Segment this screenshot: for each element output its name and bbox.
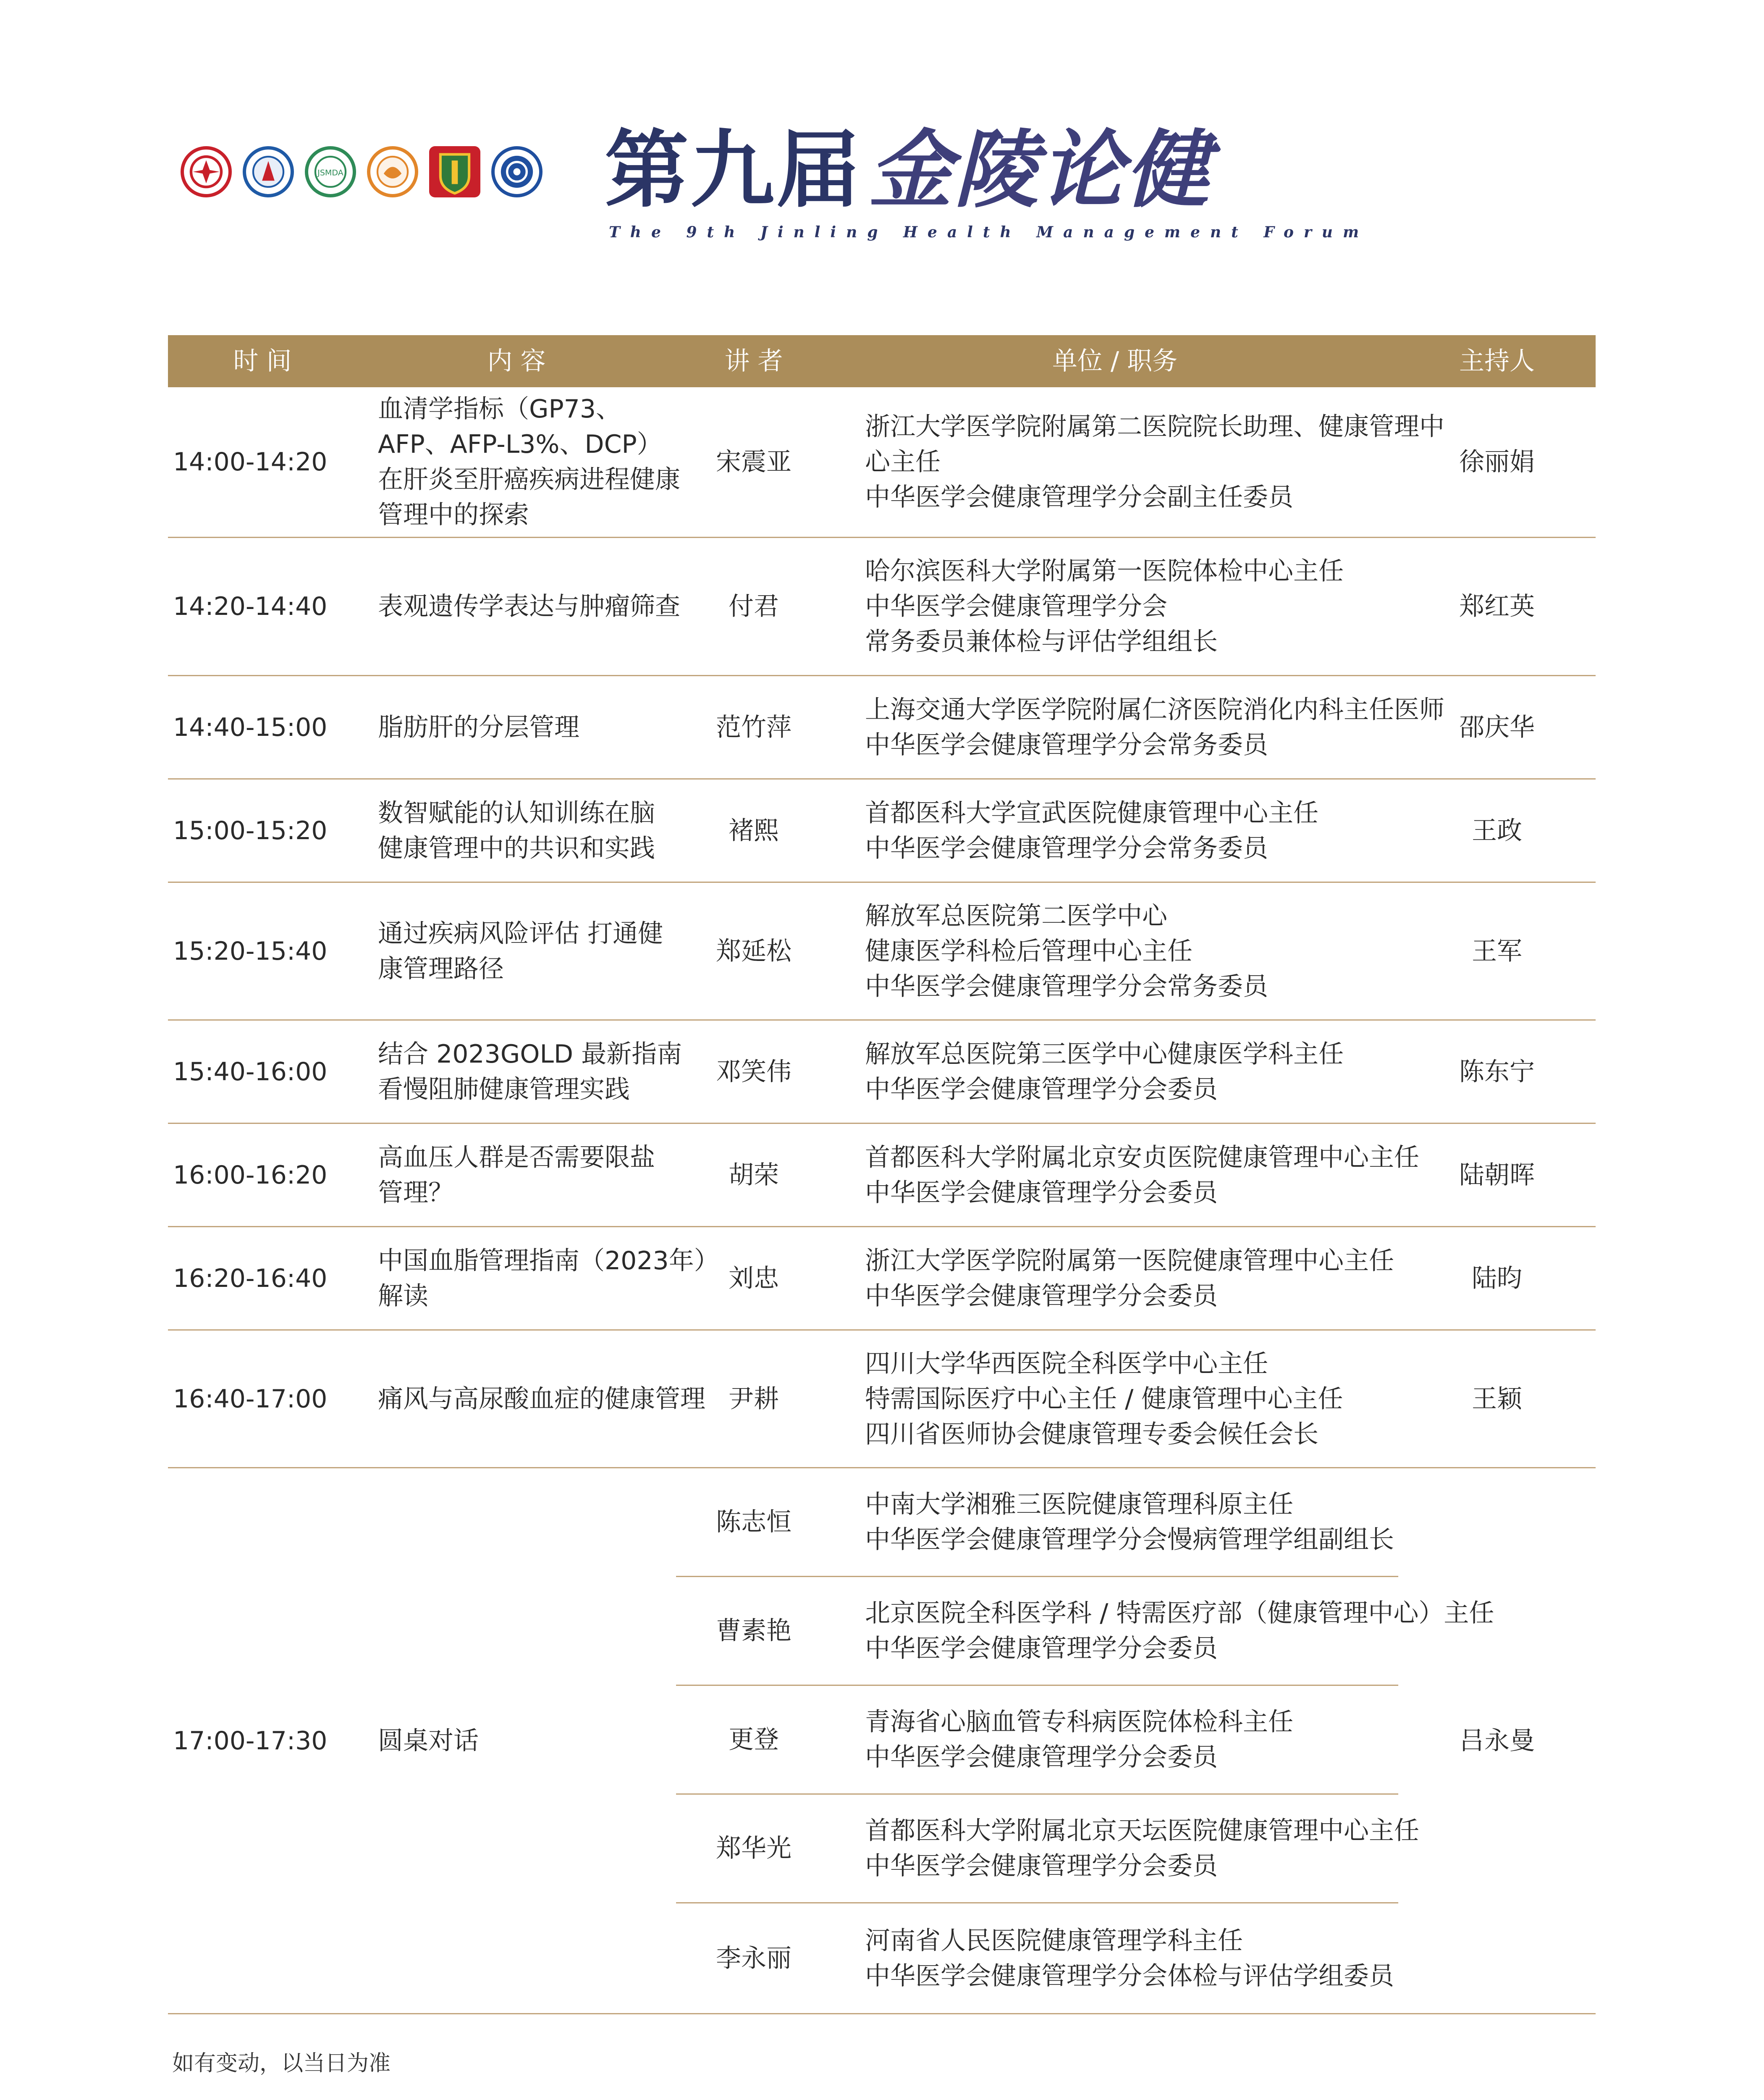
- row-speaker: 范竹萍: [716, 712, 792, 742]
- affiliation-line: 首都医科大学附属北京安贞医院健康管理中心主任: [865, 1142, 1419, 1172]
- affiliation-line: 青海省心脑血管专科病医院体检科主任: [865, 1707, 1293, 1737]
- header-host: 主持人: [1459, 346, 1535, 376]
- row-affiliation: [831, 1021, 1398, 1123]
- row-time: 15:00-15:20: [173, 816, 328, 845]
- content-line: 健康管理中的共识和实践: [378, 833, 655, 863]
- content-line: 表观遗传学表达与肿瘤筛查: [378, 592, 680, 621]
- content-line: 解读: [378, 1281, 428, 1311]
- affiliation-line: 河南省人民医院健康管理学科主任: [865, 1926, 1243, 1956]
- affiliation-line: 首都医科大学附属北京天坛医院健康管理中心主任: [865, 1816, 1419, 1845]
- content-line: 血清学指标（GP73、: [378, 394, 621, 424]
- row-affiliation: [831, 1331, 1398, 1467]
- row-time: 16:00-16:20: [173, 1160, 328, 1190]
- affiliation-line: 哈尔滨医科大学附属第一医院体检中心主任: [865, 556, 1344, 586]
- affiliation-line: 中华医学会健康管理学分会常务委员: [865, 971, 1268, 1001]
- society-logo-1-icon: [181, 146, 232, 197]
- affiliation-line: 中华医学会健康管理学分会委员: [865, 1281, 1218, 1311]
- row-host: 王政: [1472, 816, 1522, 845]
- panelist-speaker: 曹素艳: [716, 1616, 792, 1646]
- forum-title-english: The 9th Jinling Health Management Forum: [609, 223, 1369, 241]
- forum-title-script: 金陵论健: [868, 121, 1211, 219]
- table-row: [168, 1227, 1596, 1331]
- forum-title-prefix: 第九届: [605, 121, 862, 219]
- affiliation-line: 中华医学会健康管理学分会委员: [865, 1743, 1218, 1772]
- row-host: 邵庆华: [1459, 712, 1535, 742]
- panelist-speaker: 更登: [729, 1725, 779, 1754]
- header-content: 内 容: [487, 346, 546, 376]
- row-affiliation: [831, 538, 1398, 675]
- row-content: [357, 883, 676, 1019]
- panelist-row: [676, 1686, 1398, 1795]
- affiliation-line: 解放军总医院第三医学中心健康医学科主任: [865, 1039, 1344, 1069]
- panelist-row: [676, 1577, 1494, 1686]
- roundtable-host: 吕永曼: [1459, 1726, 1535, 1756]
- row-host: 王军: [1472, 936, 1522, 966]
- event-header: [181, 121, 1369, 269]
- affiliation-line: 首都医科大学宣武医院健康管理中心主任: [865, 798, 1318, 828]
- schedule-change-note: 如有变动，以当日为准: [172, 2051, 391, 2076]
- affiliation-line: 健康医学科检后管理中心主任: [865, 936, 1193, 966]
- row-content: [357, 780, 676, 882]
- roundtable-row: [168, 1468, 1596, 2014]
- affiliation-line: 中华医学会健康管理学分会副主任委员: [865, 483, 1293, 512]
- row-speaker: 付君: [729, 592, 779, 621]
- panelist-row: [676, 1903, 1398, 2013]
- row-speaker: 胡荣: [729, 1160, 779, 1190]
- affiliation-line: 中南大学湘雅三医院健康管理科原主任: [865, 1490, 1293, 1519]
- row-content: [357, 1124, 676, 1226]
- row-content: [357, 538, 680, 675]
- panelist-affiliation: [831, 1686, 1293, 1793]
- row-host: 陆昀: [1472, 1263, 1522, 1293]
- affiliation-line: 北京医院全科医学科 / 特需医疗部（健康管理中心）主任: [865, 1599, 1494, 1628]
- panelist-speaker: 郑华光: [716, 1834, 792, 1863]
- affiliation-line: 中华医学会健康管理学分会慢病管理学组副组长: [865, 1525, 1394, 1554]
- society-logo-2-icon: [243, 146, 294, 197]
- affiliation-line: 特需国际医疗中心主任 / 健康管理中心主任: [865, 1384, 1343, 1414]
- row-speaker: 褚熙: [729, 816, 779, 845]
- table-row: [168, 1124, 1596, 1227]
- panelist-affiliation: [831, 1903, 1394, 2013]
- content-line: 痛风与高尿酸血症的健康管理: [378, 1384, 705, 1414]
- content-line: 中国血脂管理指南（2023年）: [378, 1246, 719, 1276]
- row-content: [357, 1331, 705, 1467]
- hospital-logo-icon: [367, 146, 418, 197]
- table-row: [168, 780, 1596, 883]
- row-host: 陆朝晖: [1459, 1160, 1535, 1190]
- row-speaker: 邓笑伟: [716, 1057, 792, 1087]
- row-time: 14:20-14:40: [173, 592, 328, 621]
- content-line: AFP、AFP-L3%、DCP）: [378, 430, 662, 459]
- content-line: 管理？: [378, 1178, 453, 1208]
- header-speaker: 讲 者: [724, 346, 783, 376]
- affiliation-line: 中华医学会健康管理学分会委员: [865, 1851, 1218, 1881]
- row-host: 陈东宁: [1459, 1057, 1535, 1087]
- content-line: 康管理路径: [378, 954, 504, 984]
- panelist-speaker: 陈志恒: [716, 1507, 792, 1537]
- panelist-affiliation: [831, 1577, 1494, 1685]
- affiliation-line: 中华医学会健康管理学分会常务委员: [865, 833, 1268, 863]
- table-row: [168, 387, 1596, 538]
- row-affiliation: [831, 1124, 1419, 1226]
- row-time: 16:40-17:00: [173, 1384, 328, 1414]
- row-time: 14:00-14:20: [173, 447, 328, 477]
- row-speaker: 郑延松: [716, 936, 792, 966]
- panelist-affiliation: [831, 1795, 1419, 1902]
- row-affiliation: [831, 1227, 1398, 1329]
- table-row: [168, 883, 1596, 1021]
- affiliation-line: 心主任: [865, 447, 941, 477]
- affiliation-line: 中华医学会健康管理学分会委员: [865, 1074, 1218, 1104]
- row-content: [357, 1021, 682, 1123]
- jsmda-logo-icon: [305, 146, 356, 197]
- affiliation-line: 中华医学会健康管理学分会: [865, 592, 1167, 621]
- row-host: 王颖: [1472, 1384, 1522, 1414]
- affiliation-line: 中华医学会健康管理学分会体检与评估学组委员: [865, 1961, 1394, 1991]
- row-speaker: 刘忠: [729, 1263, 779, 1293]
- content-line: 脂肪肝的分层管理: [378, 712, 579, 742]
- header-affiliation: 单位 / 职务: [1052, 346, 1178, 376]
- table-row: [168, 676, 1596, 780]
- affiliation-line: 中华医学会健康管理学分会常务委员: [865, 730, 1268, 760]
- panelist-row: [676, 1468, 1398, 1577]
- affiliation-line: 解放军总医院第二医学中心: [865, 901, 1167, 931]
- forum-title: [605, 121, 1211, 219]
- affiliation-line: 四川大学华西医院全科医学中心主任: [865, 1349, 1268, 1378]
- content-line: 结合 2023GOLD 最新指南: [378, 1039, 682, 1069]
- row-affiliation: [831, 780, 1398, 882]
- affiliation-line: 四川省医师协会健康管理专委会候任会长: [865, 1419, 1318, 1449]
- jsmda-logo-text: JSMDA: [317, 168, 343, 178]
- row-host: 徐丽娟: [1459, 447, 1535, 477]
- organizer-logos: [181, 146, 543, 197]
- row-affiliation: [831, 883, 1398, 1019]
- table-row: [168, 1331, 1596, 1468]
- table-row: [168, 538, 1596, 676]
- header-time: 时 间: [233, 346, 292, 376]
- content-line: 通过疾病风险评估 打通健: [378, 919, 663, 948]
- table-row: [168, 1021, 1596, 1124]
- row-time: 15:40-16:00: [173, 1057, 328, 1087]
- university-logo-icon: [491, 146, 543, 197]
- row-time: 16:20-16:40: [173, 1263, 328, 1293]
- row-content: [357, 1227, 719, 1329]
- row-time: 14:40-15:00: [173, 712, 328, 742]
- roundtable-content: 圆桌对话: [378, 1726, 479, 1756]
- content-line: 高血压人群是否需要限盐: [378, 1142, 655, 1172]
- content-line: 在肝炎至肝癌疾病进程健康: [378, 465, 680, 494]
- row-affiliation: [831, 387, 1444, 537]
- schedule-table: [168, 335, 1596, 2014]
- affiliation-line: 中华医学会健康管理学分会委员: [865, 1178, 1218, 1208]
- affiliation-line: 浙江大学医学院附属第二医院院长助理、健康管理中: [865, 412, 1444, 441]
- row-time: 15:20-15:40: [173, 936, 328, 966]
- panelist-speaker: 李永丽: [716, 1943, 792, 1973]
- row-host: 郑红英: [1459, 592, 1535, 621]
- affiliation-line: 浙江大学医学院附属第一医院健康管理中心主任: [865, 1246, 1394, 1276]
- table-header: [168, 335, 1596, 387]
- affiliation-line: 中华医学会健康管理学分会委员: [865, 1634, 1218, 1663]
- shield-logo-icon: [429, 146, 480, 197]
- content-line: 管理中的探索: [378, 500, 529, 530]
- affiliation-line: 上海交通大学医学院附属仁济医院消化内科主任医师: [865, 695, 1444, 724]
- panelist-row: [676, 1795, 1419, 1903]
- panelist-affiliation: [831, 1468, 1394, 1576]
- row-speaker: 宋震亚: [716, 447, 792, 477]
- content-line: 看慢阻肺健康管理实践: [378, 1074, 630, 1104]
- row-affiliation: [831, 676, 1444, 778]
- row-speaker: 尹耕: [729, 1384, 779, 1414]
- content-line: 数智赋能的认知训练在脑: [378, 798, 655, 828]
- row-content: [357, 387, 680, 537]
- roundtable-time: 17:00-17:30: [173, 1726, 328, 1756]
- affiliation-line: 常务委员兼体检与评估学组组长: [865, 627, 1218, 656]
- row-content: [357, 676, 676, 778]
